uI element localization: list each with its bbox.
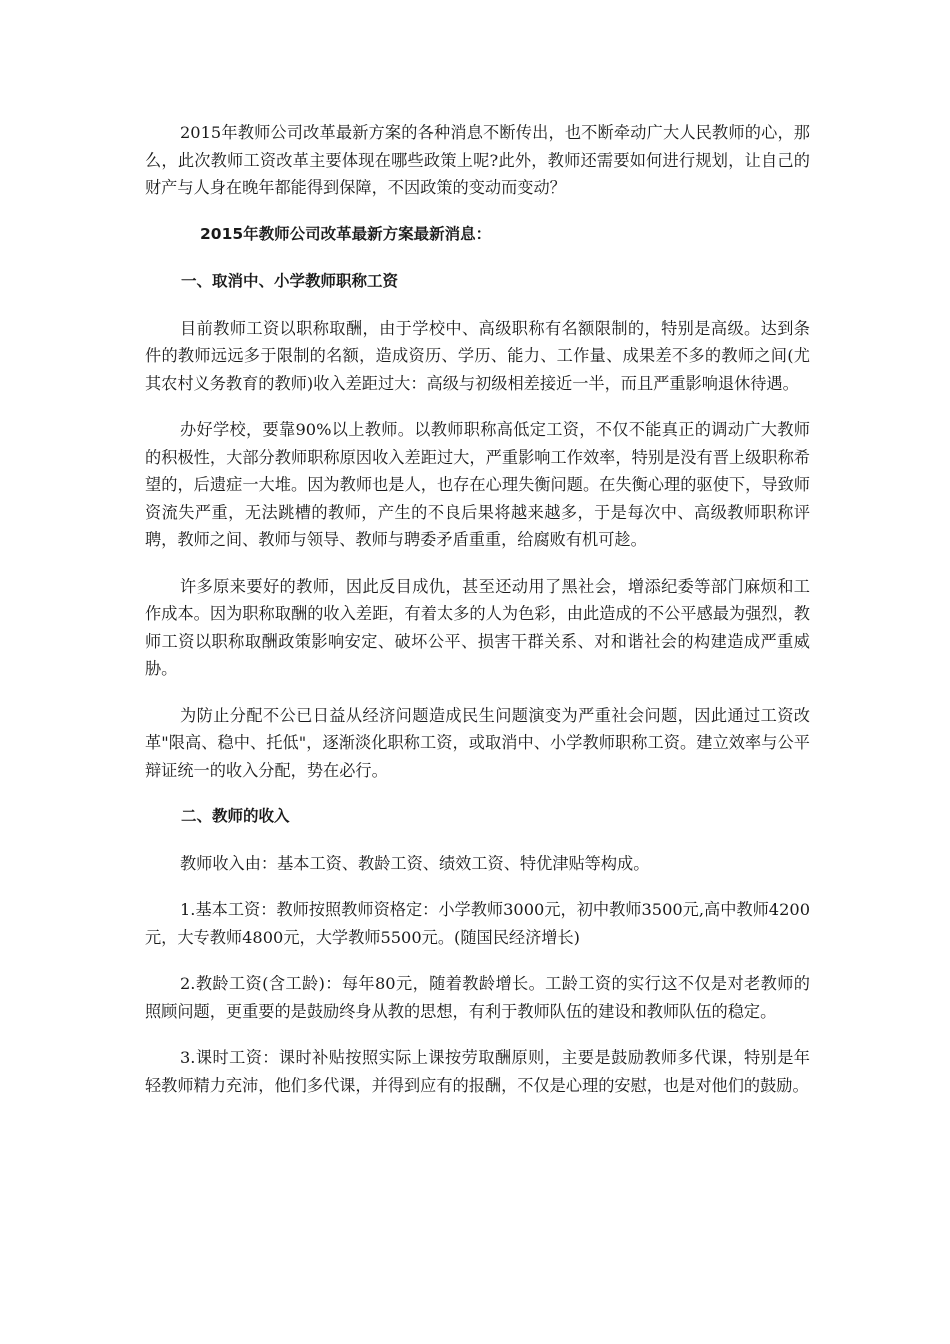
section1-heading: 一、取消中、小学教师职称工资 xyxy=(181,272,399,290)
section2-paragraph-2: 1.基本工资：教师按照教师资格定：小学教师3000元，初中教师3500元,高中教师4200元，大专教师4800元，大学教师5500元。(随国民经济增长) xyxy=(145,900,810,947)
section1-paragraph-1: 目前教师工资以职称取酬，由于学校中、高级职称有名额限制的，特别是高级。达到条件的教师远远多于限制的名额，造成资历、学历、能力、工作量、成果差不多的教师之间(尤其农村义务教育的教师)收入差距过大：高级与初级相差接近一半，而且严重影响退休待遇。 xyxy=(145,318,810,393)
section1-paragraph-2: 办好学校，要靠90%以上教师。以教师职称高低定工资，不仅不能真正的调动广大教师的积极性，大部分教师职称原因收入差距过大，严重影响工作效率，特别是没有晋上级职称希望的，后遗症一大堆。因为教师也是人，也存在心理失衡问题。在失衡心理的驱使下，导致师资流失严重，无法跳槽的教师，产生的不良后果将越来越多，于是每次中、高级教师职称评聘，教师之间、教师与领导、教师与聘委矛盾重重，给腐败有机可趁。 xyxy=(145,420,810,549)
section1-paragraph-3: 许多原来要好的教师，因此反目成仇，甚至还动用了黑社会，增添纪委等部门麻烦和工作成本。因为职称取酬的收入差距，有着太多的人为色彩，由此造成的不公平感最为强烈，教师工资以职称取酬政策影响安定、破坏公平、损害干群关系、对和谐社会的构建造成严重威胁。 xyxy=(145,576,810,678)
section2-paragraph-1: 教师收入由：基本工资、教龄工资、绩效工资、特优津贴等构成。 xyxy=(180,853,650,873)
section2-paragraph-4: 3.课时工资：课时补贴按照实际上课按劳取酬原则，主要是鼓励教师多代课，特别是年轻教师精力充沛，他们多代课，并得到应有的报酬，不仅是心理的安慰，也是对他们的鼓励。 xyxy=(145,1048,810,1095)
article-body xyxy=(145,119,810,1118)
article-subtitle: 2015年教师公司改革最新方案最新消息： xyxy=(200,224,492,243)
section1-paragraph-4: 为防止分配不公已日益从经济问题造成民生问题演变为严重社会问题，因此通过工资改革"限高、稳中、托低"，逐渐淡化职称工资，或取消中、小学教师职称工资。建立效率与公平辩证统一的收入分配，势在必行。 xyxy=(145,705,810,780)
intro-paragraph: 2015年教师公司改革最新方案的各种消息不断传出，也不断牵动广大人民教师的心，那么，此次教师工资改革主要体现在哪些政策上呢?此外，教师还需要如何进行规划，让自己的财产与人身在晚年都能得到保障，不因政策的变动而变动？ xyxy=(145,123,810,197)
section2-heading: 二、教师的收入 xyxy=(181,807,290,825)
section2-paragraph-3: 2.教龄工资(含工龄)：每年80元，随着教龄增长。工龄工资的实行这不仅是对老教师的照顾问题，更重要的是鼓励终身从教的思想，有利于教师队伍的建设和教师队伍的稳定。 xyxy=(145,974,810,1021)
